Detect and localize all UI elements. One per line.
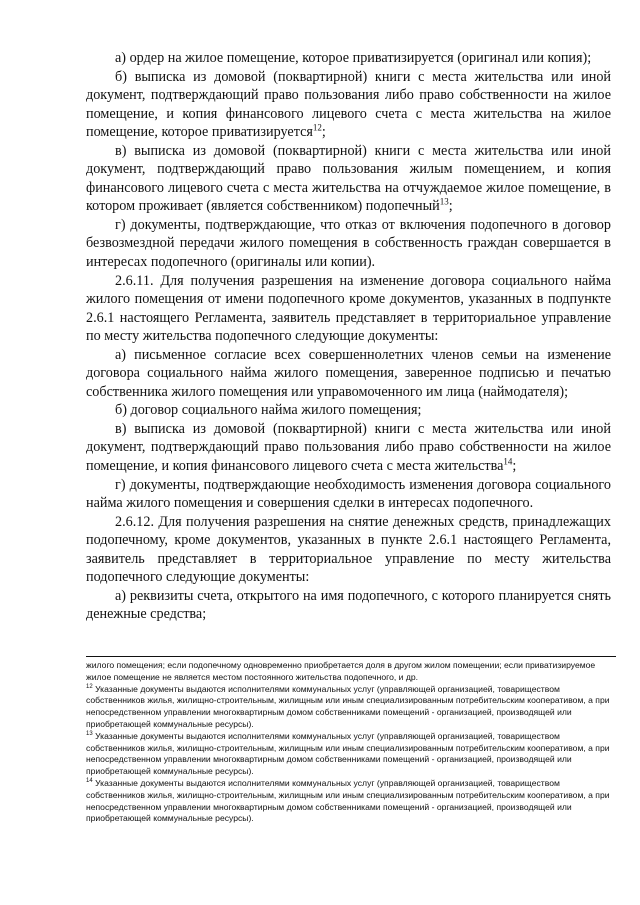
paragraph-2-6-12: 2.6.12. Для получения разрешения на снятие денежных средств, принадлежащих подопечному, кроме документов, указанных в пункте 2.6.1 настоящего Регламента, заявитель представляет в территориальное управление по месту жительства подопечного следующие документы:	[86, 513, 611, 586]
paragraph-extract-residence: в) выписка из домовой (поквартирной) книги с места жительства или иной документ, подтверждающий право пользования либо право собственности на жилое помещение, и копия финансового лицевого счета с места жительства$^{14}$;	[86, 420, 611, 475]
paragraph-order: а) ордер на жилое помещение, которое приватизируется (оригинал или копия);	[115, 50, 592, 66]
paragraph-2-6-11: 2.6.11. Для получения разрешения на изменение договора социального найма жилого помещения от имени подопечного кроме документов, указанных в подпункте 2.6.1 настоящего Регламента, заявитель представляет в территориальное управление по месту жительства подопечного следующие документы:	[86, 272, 611, 345]
paragraph-written-consent: а) письменное согласие всех совершеннолетних членов семьи на изменение договора социального найма жилого помещения, заверенное подписью и печатью собственника жилого помещения или управомоченного им лица (наймодателя);	[86, 346, 611, 400]
paragraph-necessity-documents: г) документы, подтверждающие необходимость изменения договора социального найма жилого помещения и совершения сделки в интересах подопечного.	[86, 476, 611, 512]
footnote-12: $^{12}$ Указанные документы выдаются исполнителями коммунальных услуг (управляющей организацией, товариществом собственников жилья, жилищно-строительным, жилищным или иным специализированным потребительским кооперативом, а при непосредственном управлении многоквартирным домом собственниками помещений - организацией, производящей или приобретающей коммунальные ресурсы).	[86, 683, 610, 729]
footnote-ref-12: 12	[312, 122, 322, 133]
footnote-13: $^{13}$ Указанные документы выдаются исполнителями коммунальных услуг (управляющей организацией, товариществом собственников жилья, жилищно-строительным, жилищным или иным специализированным потребительским кооперативом, а при непосредственном управлении многоквартирным домом собственниками помещений - организацией, производящей или приобретающей коммунальные ресурсы).	[86, 730, 610, 777]
footnote-ref-14: 14	[503, 456, 513, 467]
footnote-continuation: жилого помещения; если подопечному одновременно приобретается доля в другом жилом помещении; если приватизируемое жилое помещение не является местом постоянного жительства подопечного, и др.	[86, 660, 596, 682]
paragraph-extract-alienated: в) выписка из домовой (поквартирной) книги с места жительства или иной документ, подтверждающий право пользования жилым помещением, и копия финансового лицевого счета с места жительства на отчуждаемое жилое помещение, в котором проживает (является собственником) подопечный$^{13}$;	[86, 142, 611, 215]
paragraph-account-details: а) реквизиты счета, открытого на имя подопечного, с которого планируется снять денежные средства;	[86, 587, 611, 623]
paragraph-refusal-documents: г) документы, подтверждающие, что отказ от включения подопечного в договор безвозмездной передачи жилого помещения в собственность граждан совершается в интересах подопечного (оригиналы или копии).	[86, 216, 611, 271]
paragraph-social-contract: б) договор социального найма жилого помещения;	[115, 402, 422, 419]
footnotes	[86, 660, 616, 825]
footnote-14: $^{14}$ Указанные документы выдаются исполнителями коммунальных услуг (управляющей организацией, товариществом собственников жилья, жилищно-строительным, жилищным или иным специализированным потребительским кооперативом, а при непосредственном управлении многоквартирным домом собственниками помещений - организацией, производящей или приобретающей коммунальные ресурсы).	[86, 777, 610, 824]
main-text	[86, 49, 611, 624]
paragraph-extract-privatized: б) выписка из домовой (поквартирной) книги с места жительства или иной документ, подтверждающий право пользования либо право собственности на жилое помещение, и копия финансового лицевого счета с места жительства на жилое помещение, которое приватизируется$^{12}$;	[86, 68, 611, 141]
footnote-ref-13: 13	[439, 196, 449, 207]
footnote-divider	[86, 656, 616, 657]
